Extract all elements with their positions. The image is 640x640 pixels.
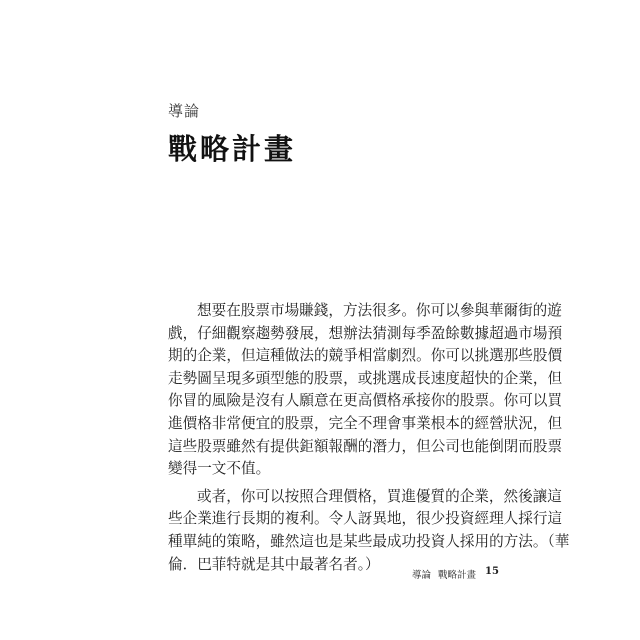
text-line: 倫．巴菲特就是其中最著名者。）	[168, 555, 380, 573]
footer-section: 導論	[412, 570, 432, 581]
text-line: 種單純的策略，雖然這也是某些最成功投資人採用的方法。（華	[168, 532, 570, 550]
paragraph	[168, 300, 563, 481]
text-line: 變得一文不值。	[168, 460, 271, 478]
text-line: 你冒的風險是沒有人願意在更高價格承接你的股票。你可以買	[168, 392, 563, 410]
text-line: 這些股票雖然有提供鉅額報酬的潛力，但公司也能倒閉而股票	[168, 437, 563, 455]
text-line: 想要在股票市場賺錢，方法很多。你可以參與華爾街的遊	[197, 302, 562, 319]
text-line: 戲，仔細觀察趨勢發展，想辦法猜測每季盈餘數據超過市場預	[168, 324, 563, 342]
page-number: 15	[485, 566, 499, 577]
chapter-label: 導論	[168, 102, 201, 120]
text-line: 走勢圖呈現多頭型態的股票，或挑選成長速度超快的企業，但	[168, 369, 563, 387]
paragraph	[168, 486, 570, 576]
text-line: 期的企業，但這種做法的競爭相當劇烈。你可以挑選那些股價	[168, 347, 563, 365]
text-line: 進價格非常便宜的股票，完全不理會事業根本的經營狀況，但	[168, 414, 563, 432]
text-line: 些企業進行長期的複利。令人訝異地，很少投資經理人採行這	[168, 510, 563, 528]
text-line: 或者，你可以按照合理價格，買進優質的企業，然後讓這	[197, 487, 562, 505]
running-footer	[412, 567, 476, 581]
footer-title: 戰略計畫	[438, 570, 477, 581]
chapter-title: 戰略計畫	[168, 132, 297, 166]
body-text	[168, 300, 570, 576]
